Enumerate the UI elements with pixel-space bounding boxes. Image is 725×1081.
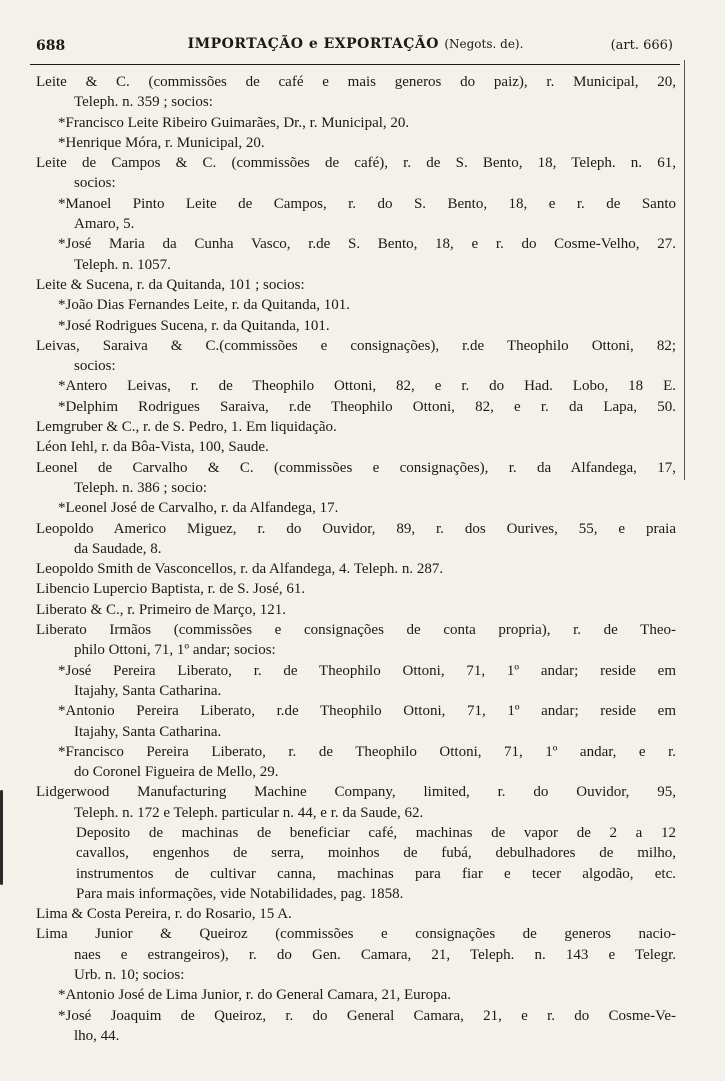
directory-line: Leopoldo Americo Miguez, r. do Ouvidor, 89, r. dos Ourives, 55, e praia <box>36 520 676 537</box>
directory-line: socios: <box>74 358 116 375</box>
directory-line: *Francisco Leite Ribeiro Guimarães, Dr., r. Municipal, 20. <box>58 114 410 131</box>
directory-listing <box>36 72 676 1046</box>
directory-line: Teleph. n. 386 ; socio: <box>74 479 208 496</box>
directory-line: Leite & Sucena, r. da Quitanda, 101 ; socios: <box>36 276 305 293</box>
directory-line: Lidgerwood Manufacturing Machine Company, limited, r. do Ouvidor, 95, <box>36 784 676 801</box>
directory-line: *José Rodrigues Sucena, r. da Quitanda, 101. <box>58 317 330 334</box>
running-title <box>34 36 677 52</box>
directory-line: Itajahy, Santa Catharina. <box>74 723 222 740</box>
directory-line: *Henrique Móra, r. Municipal, 20. <box>58 134 265 151</box>
directory-line: Amaro, 5. <box>74 216 135 233</box>
directory-line: *João Dias Fernandes Leite, r. da Quitanda, 101. <box>58 297 351 314</box>
directory-line: Leopoldo Smith de Vasconcellos, r. da Alfandega, 4. Teleph. n. 287. <box>36 561 444 578</box>
directory-line: Teleph. n. 359 ; socios: <box>74 94 213 111</box>
directory-line: Teleph. n. 172 e Teleph. particular n. 44, e r. da Saude, 62. <box>74 804 424 821</box>
directory-line: *Francisco Pereira Liberato, r. de Theophilo Ottoni, 71, 1º andar, e r. <box>58 743 676 760</box>
directory-line: *José Joaquim de Queiroz, r. do General Camara, 21, e r. do Cosme-Ve- <box>58 1007 676 1024</box>
directory-line: philo Ottoni, 71, 1º andar; socios: <box>74 642 276 659</box>
directory-line: Deposito de machinas de beneficiar café, machinas de vapor de 2 a 12 <box>76 824 676 841</box>
directory-line: *Delphim Rodrigues Saraiva, r.de Theophilo Ottoni, 82, e r. da Lapa, 50. <box>58 398 676 415</box>
article-reference: (art. 666) <box>610 38 673 53</box>
directory-line: *Antero Leivas, r. de Theophilo Ottoni, 82, e r. do Had. Lobo, 18 E. <box>58 378 676 395</box>
directory-line: Leite & C. (commissões de café e mais generos do paiz), r. Municipal, 20, <box>36 74 676 90</box>
directory-line: Leonel de Carvalho & C. (commissões e consignações), r. da Alfandega, 17, <box>36 459 676 476</box>
directory-line: *José Pereira Liberato, r. de Theophilo Ottoni, 71, 1º andar; reside em <box>58 662 676 679</box>
directory-line: Teleph. n. 1057. <box>74 256 171 273</box>
directory-line: *Antonio José de Lima Junior, r. do General Camara, 21, Europa. <box>58 987 452 1004</box>
directory-line: Leite de Campos & C. (commissões de café), r. de S. Bento, 18, Teleph. n. 61, <box>36 155 676 172</box>
directory-line: Itajahy, Santa Catharina. <box>74 682 222 699</box>
page-number: 688 <box>36 38 66 54</box>
directory-line: da Saudade, 8. <box>74 540 162 557</box>
directory-line: *Manoel Pinto Leite de Campos, r. do S. Bento, 18, e r. de Santo <box>58 195 676 212</box>
directory-line: instrumentos de cultivar canna, machinas para fiar e tecer algodão, etc. <box>76 865 676 882</box>
running-title-main: IMPORTAÇÃO e EXPORTAÇÃO <box>187 36 439 52</box>
directory-line: do Coronel Figueira de Mello, 29. <box>74 764 279 781</box>
page-header <box>34 34 677 58</box>
directory-line: Lima & Costa Pereira, r. do Rosario, 15 A. <box>36 906 292 923</box>
directory-line: Liberato & C., r. Primeiro de Março, 121. <box>36 601 286 618</box>
directory-line: Lemgruber & C., r. de S. Pedro, 1. Em liquidação. <box>36 419 337 436</box>
binding-shadow <box>0 790 3 885</box>
directory-line: Leivas, Saraiva & C.(commissões e consignações), r.de Theophilo Ottoni, 82; <box>36 337 676 354</box>
header-rule <box>30 64 680 65</box>
directory-line: Liberato Irmãos (commissões e consignações de conta propria), r. de Theo- <box>36 622 676 639</box>
directory-line: cavallos, engenhos de serra, moinhos de fubá, debulhadores de milho, <box>76 845 676 862</box>
directory-line: Urb. n. 10; socios: <box>74 967 185 984</box>
directory-line: lho, 44. <box>74 1027 120 1044</box>
directory-line: Libencio Lupercio Baptista, r. de S. José, 61. <box>36 581 306 598</box>
directory-line: *Antonio Pereira Liberato, r.de Theophilo Ottoni, 71, 1º andar; reside em <box>58 703 676 720</box>
directory-line: *Leonel José de Carvalho, r. da Alfandega, 17. <box>58 500 339 517</box>
directory-line: naes e estrangeiros), r. do Gen. Camara, 21, Teleph. n. 143 e Telegr. <box>74 946 676 963</box>
directory-line: Lima Junior & Queiroz (commissões e consignações de generos nacio- <box>36 926 676 943</box>
page-edge-line <box>682 60 685 480</box>
directory-line: *José Maria da Cunha Vasco, r.de S. Bento, 18, e r. do Cosme-Velho, 27. <box>58 236 676 253</box>
directory-line: socios: <box>74 175 116 192</box>
running-title-sub: (Negots. de). <box>444 37 524 51</box>
directory-line: Léon Iehl, r. da Bôa-Vista, 100, Saude. <box>36 439 269 456</box>
directory-line: Para mais informações, vide Notabilidades, pag. 1858. <box>76 885 404 902</box>
